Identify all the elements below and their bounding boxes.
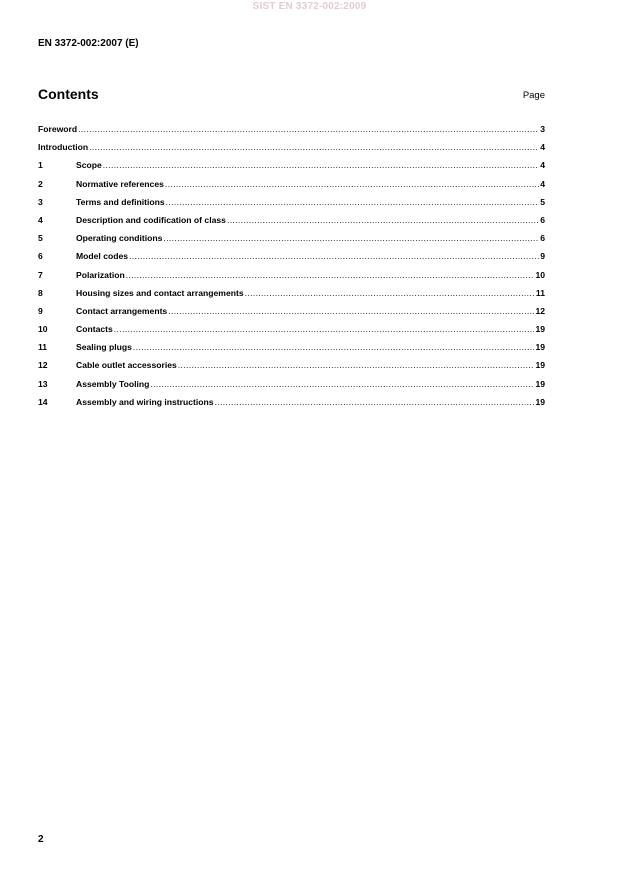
toc-entry-page: 19 [535, 342, 545, 353]
toc-entry-title: Operating conditions [76, 233, 163, 244]
toc-entry-title: Model codes [76, 251, 129, 262]
toc-dot-leader [133, 342, 535, 352]
toc-entry[interactable] [38, 197, 545, 215]
watermark-text: SIST EN 3372-002:2009 [252, 1, 367, 12]
toc-entry-page: 12 [535, 305, 545, 316]
toc-entry[interactable] [38, 251, 545, 269]
toc-dot-leader [126, 270, 535, 280]
toc-entry-title: Contact arrangements [76, 305, 168, 316]
toc-entry-title: Sealing plugs [76, 342, 132, 353]
toc-entry-number: 8 [38, 287, 43, 298]
toc-entry-number: 13 [38, 378, 48, 389]
toc-entry-number: 9 [38, 305, 43, 316]
toc-entry-number: 4 [38, 214, 43, 225]
toc-entry-title: Housing sizes and contact arrangements [76, 287, 244, 298]
toc-entry-page: 5 [540, 196, 545, 207]
toc-entry-number: 11 [38, 342, 48, 353]
toc-dot-leader [178, 360, 535, 370]
toc-entry-number: 3 [38, 196, 43, 207]
toc-entry[interactable] [38, 215, 545, 233]
toc-entry-number: 6 [38, 251, 43, 262]
toc-entry-number: 12 [38, 360, 48, 371]
toc-dot-leader [78, 124, 539, 134]
toc-entry-title: Foreword [38, 124, 78, 134]
toc-entry-page: 9 [540, 251, 545, 262]
toc-entry-title: Assembly Tooling [76, 378, 150, 389]
contents-heading: Contents [38, 86, 99, 102]
toc-entry-number: 5 [38, 233, 43, 244]
toc-entry[interactable] [38, 124, 545, 142]
table-of-contents [38, 124, 545, 415]
toc-entry-number: 7 [38, 269, 43, 280]
toc-dot-leader [245, 288, 535, 298]
toc-dot-leader [215, 397, 535, 407]
toc-entry-page: 4 [540, 142, 545, 153]
toc-entry-page: 19 [535, 396, 545, 407]
toc-dot-leader [150, 379, 534, 389]
toc-entry[interactable] [38, 379, 545, 397]
toc-entry-page: 19 [535, 378, 545, 389]
toc-entry-page: 11 [535, 287, 545, 298]
toc-entry[interactable] [38, 160, 545, 178]
toc-dot-leader [114, 324, 535, 334]
page-number: 2 [38, 834, 44, 845]
toc-entry-title: Terms and definitions [76, 196, 165, 207]
toc-entry-title: Scope [76, 160, 102, 171]
toc-entry-number: 2 [38, 178, 43, 189]
toc-entry-title: Description and codification of class [76, 214, 226, 225]
toc-entry-page: 6 [540, 214, 545, 225]
toc-entry-number: 14 [38, 396, 48, 407]
toc-dot-leader [227, 215, 539, 225]
toc-dot-leader [103, 160, 539, 170]
toc-entry-number: 10 [38, 324, 48, 335]
toc-entry[interactable] [38, 324, 545, 342]
page-column-label: Page [522, 90, 545, 101]
toc-entry[interactable] [38, 397, 545, 415]
toc-entry[interactable] [38, 342, 545, 360]
toc-entry-title: Polarization [76, 269, 125, 280]
toc-dot-leader [89, 142, 539, 152]
toc-entry[interactable] [38, 306, 545, 324]
toc-entry-page: 19 [535, 360, 545, 371]
toc-entry-page: 10 [535, 269, 545, 280]
toc-entry-page: 3 [540, 124, 545, 134]
toc-entry-page: 4 [540, 178, 545, 189]
toc-entry-title: Cable outlet accessories [76, 360, 177, 371]
toc-entry[interactable] [38, 288, 545, 306]
toc-entry-page: 4 [540, 160, 545, 171]
toc-entry-page: 19 [535, 324, 545, 335]
toc-dot-leader [129, 251, 539, 261]
toc-entry-title: Assembly and wiring instructions [76, 396, 214, 407]
toc-entry[interactable] [38, 270, 545, 288]
toc-dot-leader [168, 306, 534, 316]
toc-entry[interactable] [38, 233, 545, 251]
toc-entry-title: Introduction [38, 142, 89, 153]
toc-entry-title: Contacts [76, 324, 113, 335]
toc-entry[interactable] [38, 142, 545, 160]
toc-dot-leader [163, 233, 539, 243]
toc-entry[interactable] [38, 179, 545, 197]
toc-entry-number: 1 [38, 160, 43, 171]
toc-entry-page: 6 [540, 233, 545, 244]
toc-entry-title: Normative references [76, 178, 164, 189]
document-id: EN 3372-002:2007 (E) [38, 38, 139, 49]
toc-entry[interactable] [38, 360, 545, 378]
toc-dot-leader [165, 179, 539, 189]
toc-dot-leader [166, 197, 540, 207]
